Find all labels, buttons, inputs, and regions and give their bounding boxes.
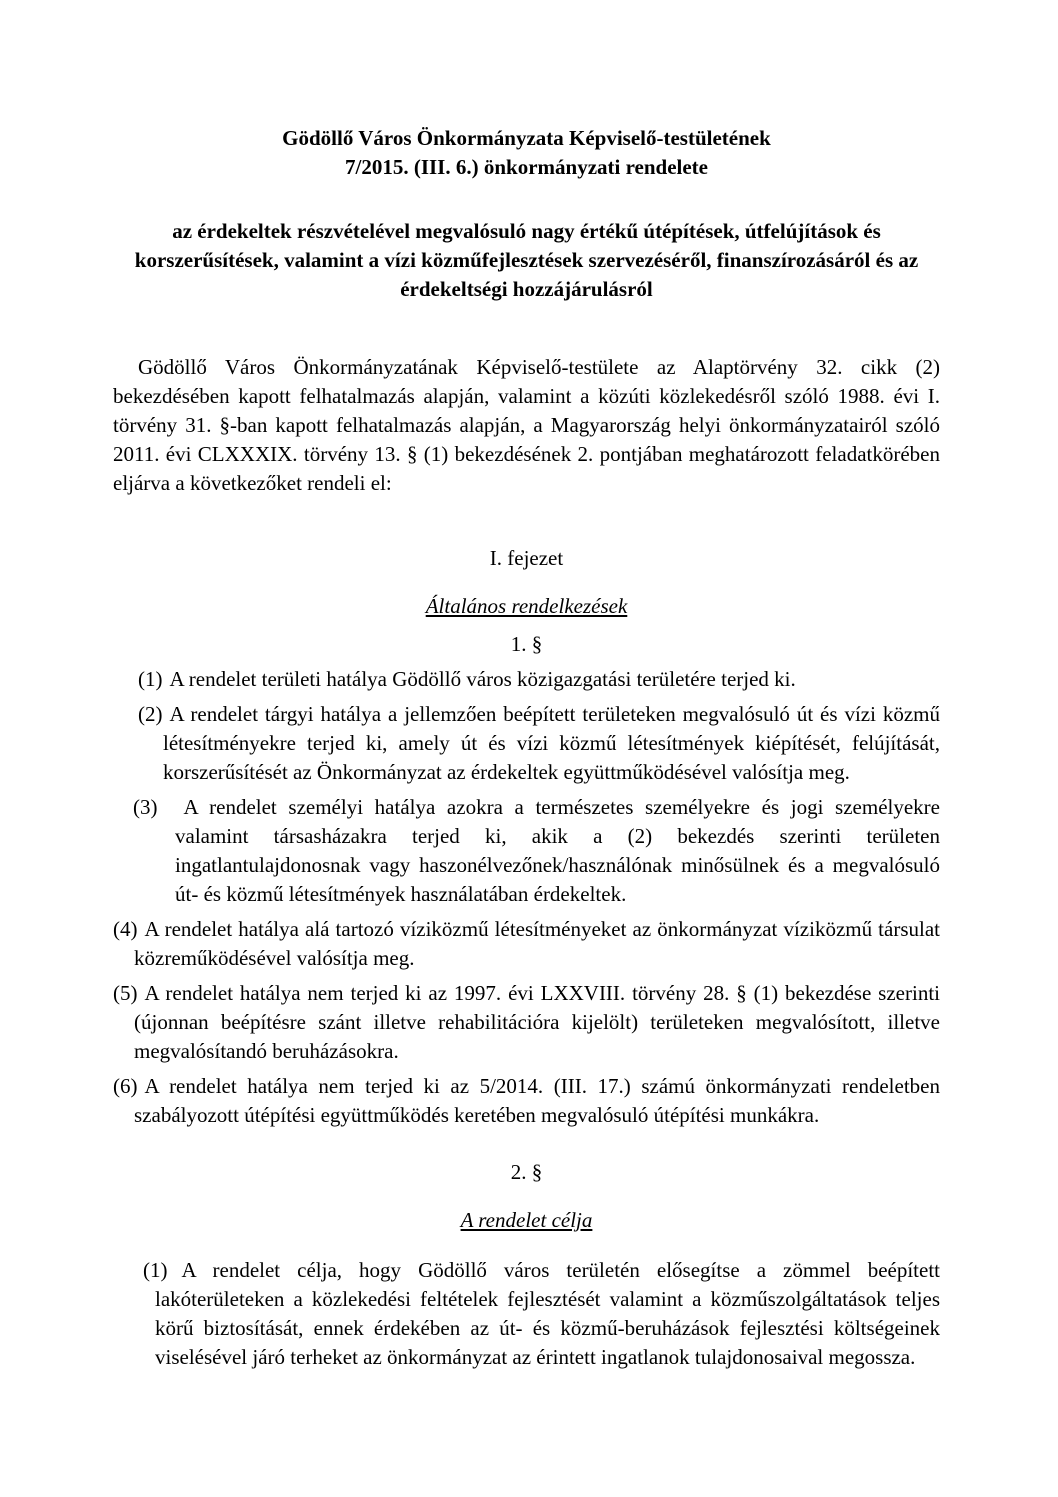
list-item-1-6 — [113, 1072, 940, 1130]
list-item-1-2 — [113, 700, 940, 787]
list-item-1-1 — [113, 665, 940, 694]
item-number: (3) — [133, 795, 158, 819]
list-item-1-4 — [113, 915, 940, 973]
item-text: A rendelet tárgyi hatálya a jellemzően beépített területeken megvalósuló út és vízi közmű létesítményekre terjed ki, amely út és vízi közmű létesítmények kiépítését, felújítását, korszerűsítését az Önkormányzat az érdekeltek együttműködésével valósítja meg. — [163, 702, 940, 784]
list-item-1-3 — [113, 793, 940, 909]
item-number: (6) — [113, 1074, 138, 1098]
item-number: (2) — [138, 702, 163, 726]
item-number: (1) — [143, 1258, 168, 1282]
item-text: A rendelet hatálya nem terjed ki az 1997. évi LXXVIII. törvény 28. § (1) bekezdése szerinti (újonnan beépítésre szánt illetve rehabilitációra kijelölt) területeken megvalósított, illetve megvalósítandó beruházásokra. — [134, 981, 940, 1063]
item-number: (4) — [113, 917, 138, 941]
item-text: A rendelet hatálya nem terjed ki az 5/2014. (III. 17.) számú önkormányzati rendeletben szabályozott útépítési együttműködés keretében megvalósuló útépítési munkákra. — [134, 1074, 940, 1127]
item-text: A rendelet hatálya alá tartozó víziközmű létesítményeket az önkormányzat víziközmű társulat közreműködésével valósítja meg. — [134, 917, 940, 970]
title-decree-number: 7/2015. (III. 6.) önkormányzati rendelete — [345, 155, 708, 179]
chapter-subheading: Általános rendelkezések — [425, 594, 628, 618]
item-text: A rendelet személyi hatálya azokra a természetes személyekre és jogi személyekre valamint társasházakra terjed ki, akik a (2) bekezdés szerinti területen ingatlantulajdonosnak vagy haszonélvezőnek/használónak minősülnek és a megvalósuló út- és közmű létesítmények használatában érdekeltek. — [175, 795, 940, 906]
title-issuer: Gödöllő Város Önkormányzata Képviselő-testületének — [282, 126, 771, 150]
item-text: A rendelet célja, hogy Gödöllő város területén elősegítse a zömmel beépített lakóterületeken a közlekedési feltételek fejlesztését valamint a közműszolgáltatások teljes körű biztosítását, ennek érdekében az út- és közmű-beruházások fejlesztési költségeinek viselésével járó terheket az önkormányzat az érintett ingatlanok tulajdonosaival megossza. — [155, 1258, 940, 1369]
section-2-heading: 2. § — [510, 1160, 543, 1184]
list-item-2-1 — [113, 1256, 940, 1372]
item-text: A rendelet területi hatálya Gödöllő város közigazgatási területére terjed ki. — [169, 667, 796, 691]
section-1-heading: 1. § — [510, 632, 543, 656]
document-subtitle: az érdekeltek részvételével megvalósuló nagy értékű útépítések, útfelújítások és korszerűsítések, valamint a vízi közműfejlesztések szervezéséről, finanszírozásáról és az érdekeltségi hozzájárulásról — [134, 219, 919, 301]
item-number: (5) — [113, 981, 138, 1005]
document-title — [113, 124, 940, 182]
section-2-subheading: A rendelet célja — [460, 1208, 593, 1232]
intro-paragraph: Gödöllő Város Önkormányzatának Képviselő-testülete az Alaptörvény 32. cikk (2) bekezdésében kapott felhatalmazás alapján, valamint a közúti közlekedésről szóló 1988. évi I. törvény 31. §-ban kapott felhatalmazás alapján, a Magyarország helyi önkormányzatairól szóló 2011. évi CLXXXIX. törvény 13. § (1) bekezdésének 2. pontjában meghatározott feladatkörében eljárva a következőket rendeli el: — [113, 355, 940, 495]
item-number: (1) — [138, 667, 163, 691]
chapter-heading: I. fejezet — [489, 546, 564, 570]
list-item-1-5 — [113, 979, 940, 1066]
